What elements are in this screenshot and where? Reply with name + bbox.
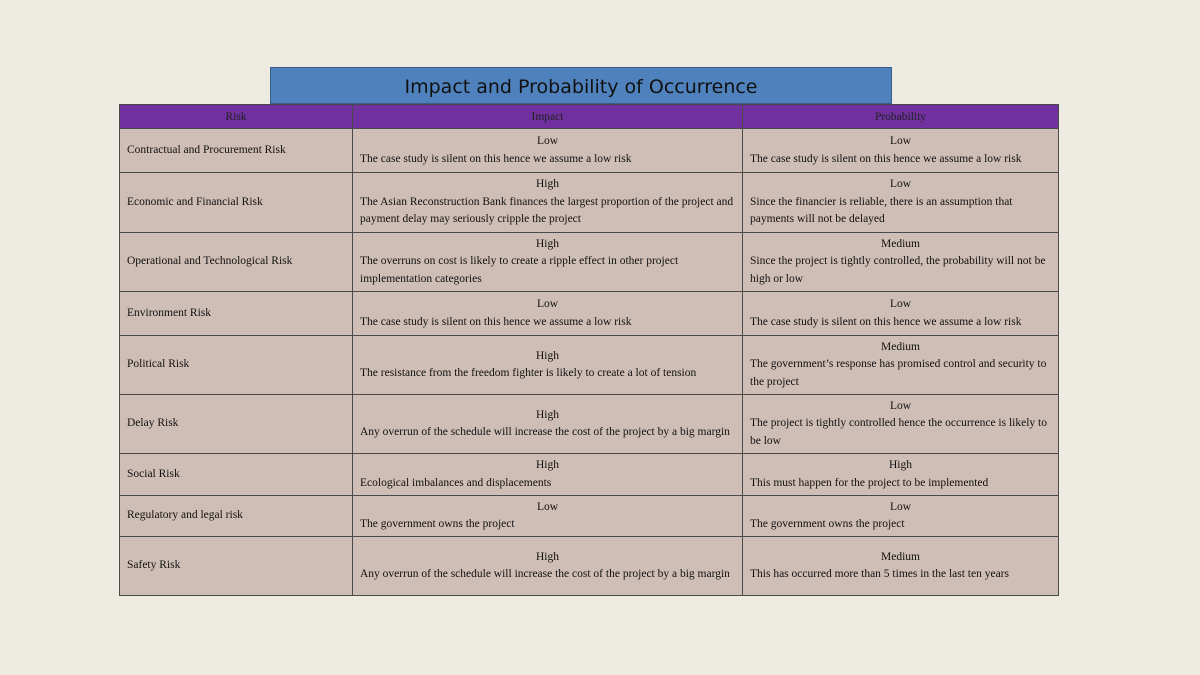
risk-name-cell: Social Risk bbox=[120, 454, 353, 496]
impact-cell bbox=[353, 233, 743, 292]
probability-cell bbox=[743, 537, 1059, 596]
risk-name-cell: Economic and Financial Risk bbox=[120, 173, 353, 233]
probability-cell bbox=[743, 233, 1059, 292]
probability-level: Low bbox=[889, 500, 912, 513]
probability-description: The government’s response has promised control and security to the project bbox=[750, 358, 1047, 388]
probability-level: Low bbox=[889, 178, 912, 191]
probability-cell bbox=[743, 496, 1059, 537]
impact-level: High bbox=[536, 349, 559, 362]
table-header-row bbox=[120, 105, 1059, 129]
probability-description: Since the financier is reliable, there is an assumption that payments will not be delayed bbox=[750, 195, 1013, 226]
risk-name-cell: Regulatory and legal risk bbox=[120, 496, 353, 537]
impact-level: Low bbox=[536, 135, 559, 147]
probability-description: Since the project is tightly controlled, the probability will not be high or low bbox=[750, 255, 1046, 285]
impact-level: High bbox=[536, 550, 559, 563]
header-impact: Impact bbox=[353, 105, 743, 129]
probability-cell bbox=[743, 336, 1059, 395]
probability-cell bbox=[743, 292, 1059, 336]
header-probability: Probability bbox=[743, 105, 1059, 129]
impact-description: The Asian Reconstruction Bank finances the largest proportion of the project and payment delay may seriously cripple the project bbox=[360, 195, 734, 226]
risk-name-cell: Contractual and Procurement Risk bbox=[120, 129, 353, 173]
impact-level: High bbox=[536, 237, 559, 250]
impact-description: Any overrun of the schedule will increase the cost of the project by a big margin bbox=[360, 426, 730, 438]
impact-cell bbox=[353, 292, 743, 336]
probability-level: Low bbox=[889, 135, 912, 147]
table-row bbox=[120, 454, 1059, 496]
impact-description: The government owns the project bbox=[360, 518, 515, 530]
table-row bbox=[120, 496, 1059, 537]
impact-description: The overruns on cost is likely to create a ripple effect in other project implementation categories bbox=[360, 255, 679, 285]
probability-level: Medium bbox=[881, 237, 920, 250]
probability-description: The government owns the project bbox=[750, 518, 905, 530]
impact-cell bbox=[353, 336, 743, 395]
probability-level: Medium bbox=[881, 340, 920, 353]
impact-level: High bbox=[536, 408, 559, 421]
table-row bbox=[120, 537, 1059, 596]
probability-cell bbox=[743, 173, 1059, 233]
probability-level: High bbox=[889, 459, 912, 471]
impact-cell bbox=[353, 454, 743, 496]
impact-cell bbox=[353, 537, 743, 596]
impact-description: The case study is silent on this hence we assume a low risk bbox=[360, 152, 632, 165]
risk-table bbox=[119, 104, 1059, 596]
table-row bbox=[120, 173, 1059, 233]
probability-description: The case study is silent on this hence we assume a low risk bbox=[750, 152, 1022, 165]
probability-description: The project is tightly controlled hence the occurrence is likely to be low bbox=[750, 417, 1047, 447]
impact-level: Low bbox=[536, 298, 559, 310]
impact-level: High bbox=[536, 459, 559, 471]
probability-description: This has occurred more than 5 times in the last ten years bbox=[750, 568, 1009, 580]
table-row bbox=[120, 233, 1059, 292]
impact-description: Any overrun of the schedule will increase the cost of the project by a big margin bbox=[360, 568, 730, 580]
probability-cell bbox=[743, 129, 1059, 173]
risk-name-cell: Environment Risk bbox=[120, 292, 353, 336]
probability-level: Medium bbox=[881, 550, 920, 563]
impact-description: The resistance from the freedom fighter is likely to create a lot of tension bbox=[360, 367, 697, 379]
impact-cell bbox=[353, 173, 743, 233]
risk-name-cell: Operational and Technological Risk bbox=[120, 233, 353, 292]
table-row bbox=[120, 395, 1059, 454]
probability-level: Low bbox=[889, 399, 912, 412]
header-risk: Risk bbox=[120, 105, 353, 129]
risk-name-cell: Delay Risk bbox=[120, 395, 353, 454]
probability-level: Low bbox=[889, 298, 912, 310]
impact-cell bbox=[353, 496, 743, 537]
impact-cell bbox=[353, 395, 743, 454]
slide-title: Impact and Probability of Occurrence bbox=[270, 67, 892, 104]
probability-description: The case study is silent on this hence we assume a low risk bbox=[750, 315, 1022, 328]
table-row bbox=[120, 336, 1059, 395]
probability-cell bbox=[743, 454, 1059, 496]
table-row bbox=[120, 129, 1059, 173]
impact-cell bbox=[353, 129, 743, 173]
probability-cell bbox=[743, 395, 1059, 454]
table-row bbox=[120, 292, 1059, 336]
probability-description: This must happen for the project to be implemented bbox=[750, 476, 989, 489]
impact-description: Ecological imbalances and displacements bbox=[360, 476, 552, 489]
impact-level: High bbox=[536, 178, 559, 191]
impact-description: The case study is silent on this hence we assume a low risk bbox=[360, 315, 632, 328]
impact-level: Low bbox=[536, 500, 559, 513]
risk-name-cell: Political Risk bbox=[120, 336, 353, 395]
risk-name-cell: Safety Risk bbox=[120, 537, 353, 596]
